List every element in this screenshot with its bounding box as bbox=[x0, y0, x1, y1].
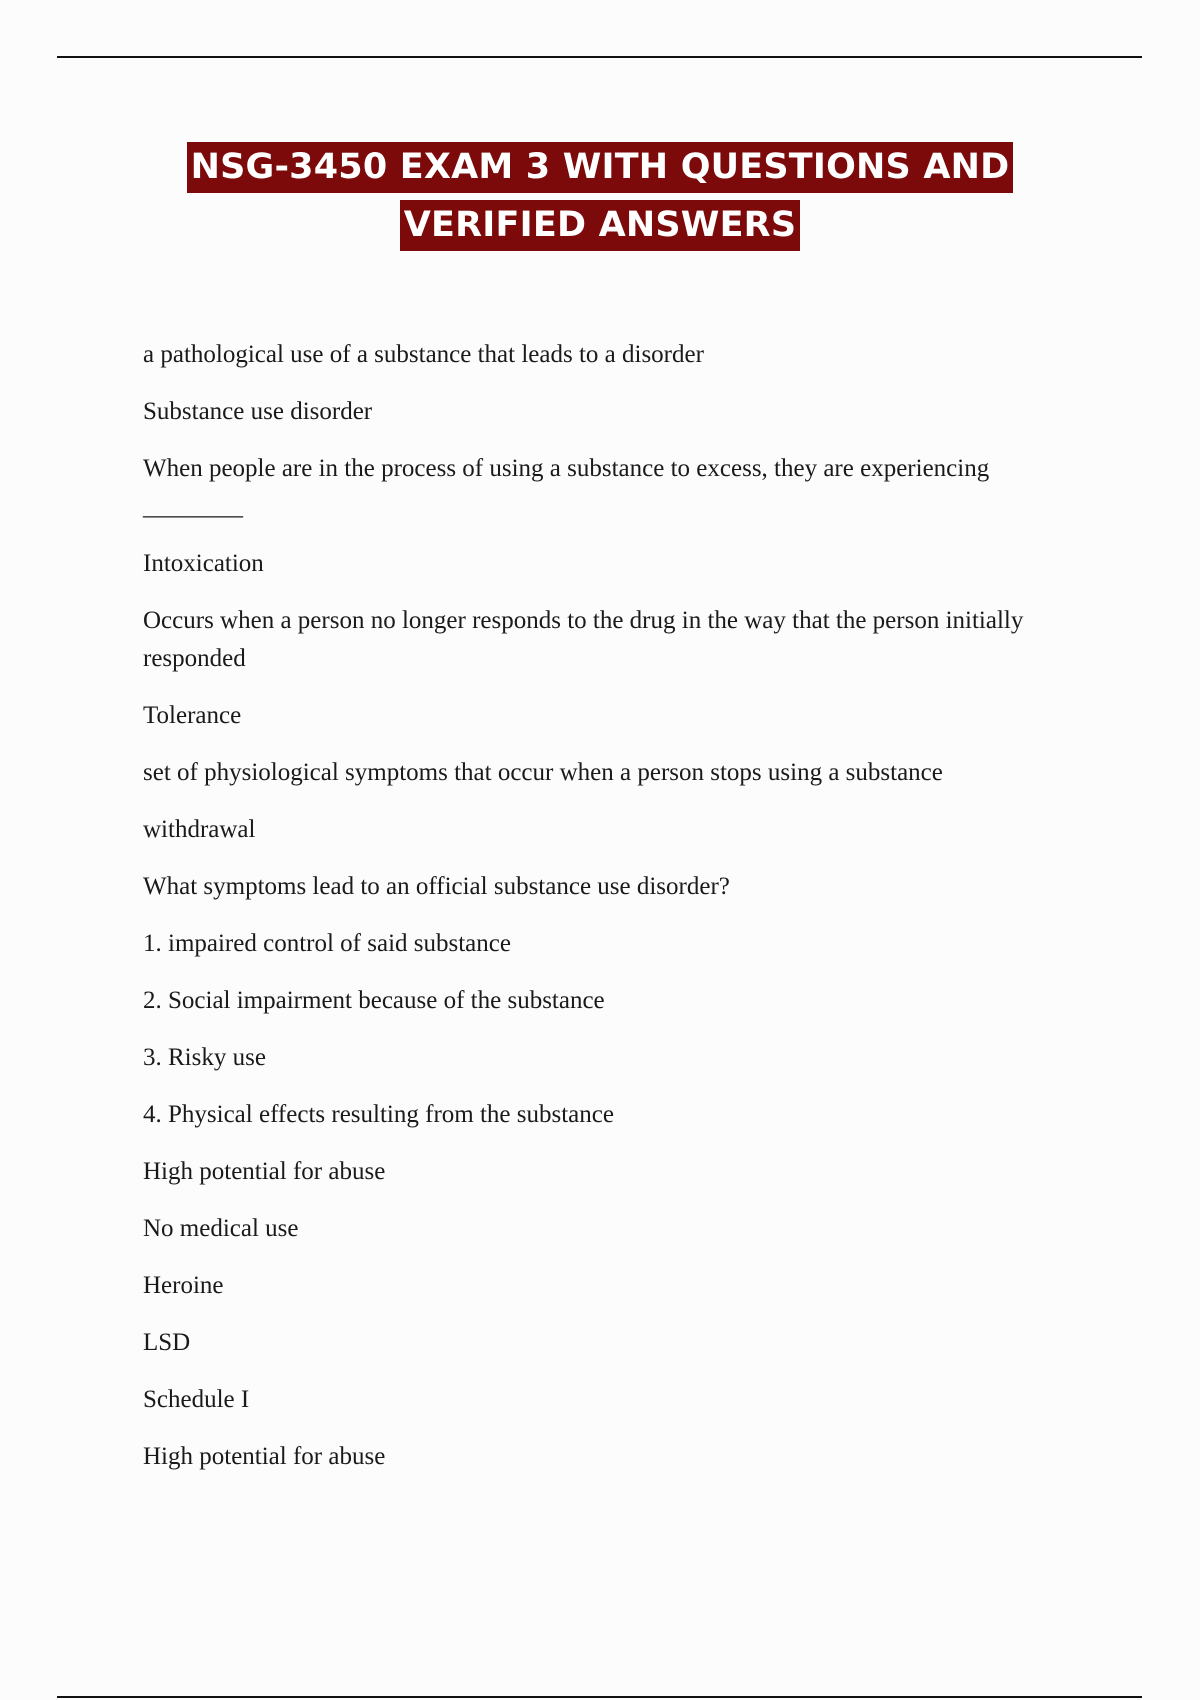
paragraph: LSD bbox=[143, 1329, 191, 1356]
list-item: 1. impaired control of said substance bbox=[143, 930, 511, 957]
list-item: 3. Risky use bbox=[143, 1044, 266, 1071]
paragraph: Tolerance bbox=[143, 702, 242, 729]
list-item: 4. Physical effects resulting from the substance bbox=[143, 1101, 614, 1128]
paragraph: No medical use bbox=[143, 1215, 299, 1242]
paragraph: Substance use disorder bbox=[143, 398, 373, 425]
paragraph: Intoxication bbox=[143, 550, 264, 577]
paragraph: set of physiological symptoms that occur when a person stops using a substance bbox=[143, 759, 943, 786]
paragraph: Heroine bbox=[143, 1272, 224, 1299]
title-line-2: VERIFIED ANSWERS bbox=[400, 200, 801, 251]
paragraph: a pathological use of a substance that leads to a disorder bbox=[143, 341, 704, 368]
paragraph: withdrawal bbox=[143, 816, 256, 843]
title-line-1: NSG-3450 EXAM 3 WITH QUESTIONS AND bbox=[187, 142, 1014, 193]
paragraph: When people are in the process of using a substance to excess, they are experiencing ________ bbox=[143, 455, 990, 520]
paragraph: High potential for abuse bbox=[143, 1443, 386, 1470]
list-item: 2. Social impairment because of the substance bbox=[143, 987, 605, 1014]
top-rule bbox=[57, 56, 1142, 58]
document-title bbox=[0, 142, 1200, 251]
paragraph: What symptoms lead to an official substance use disorder? bbox=[143, 873, 730, 900]
bottom-rule bbox=[57, 1696, 1142, 1698]
paragraph: Occurs when a person no longer responds to the drug in the way that the person initially responded bbox=[143, 607, 1024, 672]
paragraph: High potential for abuse bbox=[143, 1158, 386, 1185]
document-body bbox=[143, 336, 1063, 1495]
paragraph: Schedule I bbox=[143, 1386, 250, 1413]
